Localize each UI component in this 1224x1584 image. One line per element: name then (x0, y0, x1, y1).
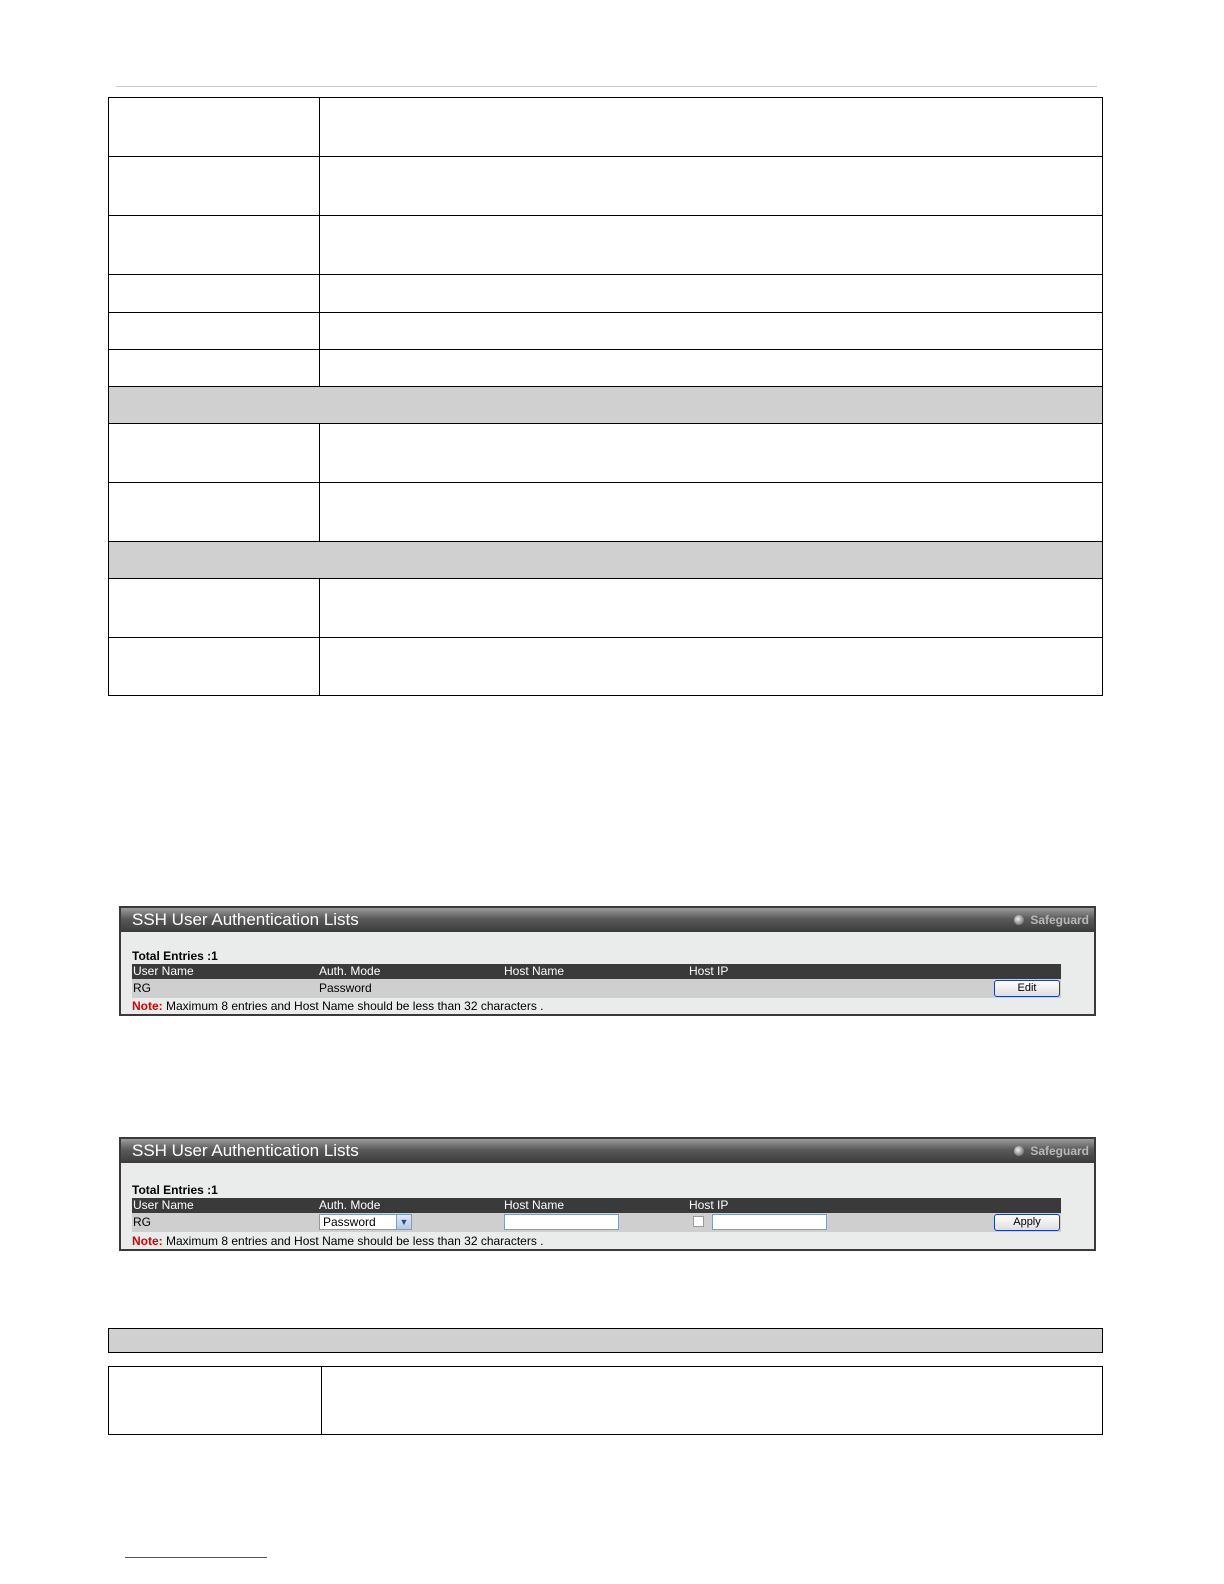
cell-auth-mode: Password (319, 981, 372, 995)
ssh-user-auth-panel (119, 906, 1096, 1016)
total-entries: Total Entries :1 (132, 1183, 218, 1197)
panel-title-bar (121, 908, 1094, 932)
column-header-host-ip: Host IP (689, 1198, 729, 1212)
host-ip-checkbox[interactable] (693, 1216, 704, 1227)
table-row (109, 313, 1103, 350)
chevron-down-icon[interactable]: ▼ (396, 1215, 411, 1229)
table-row (132, 979, 1061, 998)
host-ip-input[interactable] (712, 1214, 827, 1230)
total-entries: Total Entries :1 (132, 949, 218, 963)
column-header-auth-mode: Auth. Mode (319, 1198, 381, 1212)
footer-link-underline (125, 1557, 267, 1558)
table-row (109, 216, 1103, 275)
safeguard-label: Safeguard (1030, 913, 1089, 927)
page-header-rule (116, 86, 1097, 87)
column-header-host-name: Host Name (504, 1198, 565, 1212)
table-row (132, 1213, 1061, 1232)
panel-title: SSH User Authentication Lists (132, 910, 359, 929)
table-row (109, 579, 1103, 638)
column-header-auth-mode: Auth. Mode (319, 964, 381, 978)
auth-mode-select[interactable] (319, 1214, 412, 1230)
parameter-table (108, 97, 1103, 696)
table-row (109, 275, 1103, 313)
column-header-user-name: User Name (133, 964, 194, 978)
table-row (109, 1367, 1103, 1435)
table-header (132, 964, 1061, 979)
section-header-row (109, 387, 1103, 424)
column-header-host-name: Host Name (504, 964, 565, 978)
note (132, 1233, 1094, 1250)
note-text: Maximum 8 entries and Host Name should be less than 32 characters . (162, 1234, 544, 1248)
table-row (109, 638, 1103, 696)
table-row (109, 157, 1103, 216)
note-label: Note: (132, 1234, 163, 1248)
section-header-row (109, 542, 1103, 579)
edit-button[interactable]: Edit (994, 980, 1060, 997)
note-text: Maximum 8 entries and Host Name should be less than 32 characters . (162, 999, 544, 1013)
table-row (109, 483, 1103, 542)
apply-button[interactable]: Apply (994, 1214, 1060, 1231)
table-row (109, 350, 1103, 387)
safeguard-icon (1014, 915, 1024, 925)
parameter-table-bottom (108, 1366, 1103, 1435)
safeguard-icon (1014, 1146, 1024, 1156)
table-row (109, 98, 1103, 157)
cell-user-name: RG (133, 981, 151, 995)
note-label: Note: (132, 999, 163, 1013)
cell-user-name: RG (133, 1215, 151, 1229)
host-name-input[interactable] (504, 1214, 619, 1230)
table-header (132, 1198, 1061, 1213)
safeguard-label: Safeguard (1030, 1144, 1089, 1158)
section-header-bar (108, 1328, 1103, 1353)
panel-title-bar (121, 1139, 1094, 1163)
safeguard-indicator (1014, 908, 1089, 932)
table-row (109, 424, 1103, 483)
ssh-user-auth-edit-panel (119, 1137, 1096, 1251)
column-header-host-ip: Host IP (689, 964, 729, 978)
note (132, 998, 1094, 1015)
panel-title: SSH User Authentication Lists (132, 1141, 359, 1160)
safeguard-indicator (1014, 1139, 1089, 1163)
auth-mode-selected-value: Password (323, 1215, 376, 1229)
column-header-user-name: User Name (133, 1198, 194, 1212)
